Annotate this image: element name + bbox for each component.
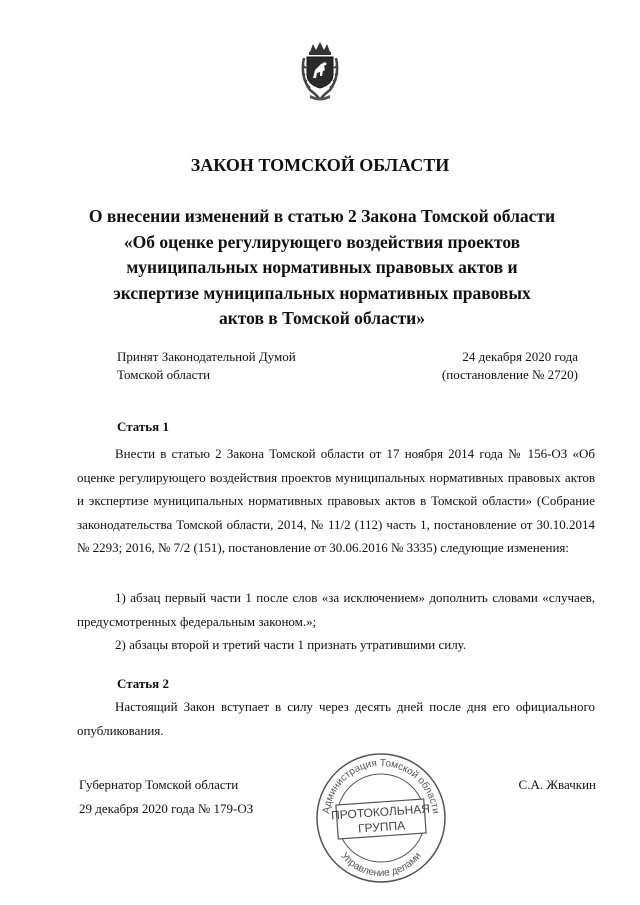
stamp-bottom-text: Управление делами — [338, 850, 424, 880]
adoption-date — [400, 348, 578, 384]
article-1-intro: Внести в статью 2 Закона Томской области от 17 ноября 2014 года № 156-ОЗ «Об оценке регулирующего воздействия проектов муниципальных нормативных правовых актов и экспертизе муниципальных нормативных правовых актов в Томской области» (Собрание законодательства Томской области, 2014, № 11/2 (112) часть 1, постановление от 30.10.2014 № 2293; 2016, № 7/2 (151), постановление от 30.06.2016 № 3335) следующие изменения: — [77, 446, 595, 555]
stamp-line-1: ПРОТОКОЛЬНАЯ — [330, 801, 431, 823]
stamp-line-2: ГРУППА — [357, 818, 406, 836]
subject-line: муниципальных нормативных правовых актов и — [126, 257, 518, 277]
subject-line: актов в Томской области» — [218, 308, 426, 328]
official-stamp — [313, 750, 449, 886]
subject-line: экспертизе муниципальных нормативных правовых — [113, 282, 531, 303]
adopted-by — [117, 348, 296, 384]
signer-title: Губернатор Томской области — [79, 777, 239, 792]
adopted-by-line: Принят Законодательной Думой — [117, 349, 296, 364]
article-2-heading: Статья 2 — [117, 676, 169, 691]
article-1-item-2: 2) абзацы второй и третий части 1 признать утратившими силу. — [115, 637, 467, 652]
resolution-number: (постановление № 2720) — [441, 367, 578, 382]
article-2-text: Настоящий Закон вступает в силу через десять дней после дня его официального опубликования. — [77, 699, 595, 738]
adoption-date-text: 24 декабря 2020 года — [462, 349, 578, 364]
law-subject — [72, 204, 572, 332]
signer-name: С.А. Жвачкин — [518, 777, 596, 792]
signature-date-number: 29 декабря 2020 года № 179-ОЗ — [79, 801, 254, 816]
law-title: ЗАКОН ТОМСКОЙ ОБЛАСТИ — [190, 155, 450, 175]
subject-line: О внесении изменений в статью 2 Закона Томской области — [88, 206, 556, 226]
adopted-by-line: Томской области — [117, 367, 211, 382]
coat-of-arms-emblem — [298, 40, 342, 104]
subject-line: «Об оценке регулирующего воздействия проектов — [123, 231, 521, 252]
article-1-heading: Статья 1 — [117, 419, 169, 434]
stamp-ring-text: Администрация Томской области — [321, 757, 441, 815]
article-1-item-1: 1) абзац первый части 1 после слов «за исключением» дополнить словами «случаев, предусмотренных федеральным законом.»; — [77, 590, 595, 629]
